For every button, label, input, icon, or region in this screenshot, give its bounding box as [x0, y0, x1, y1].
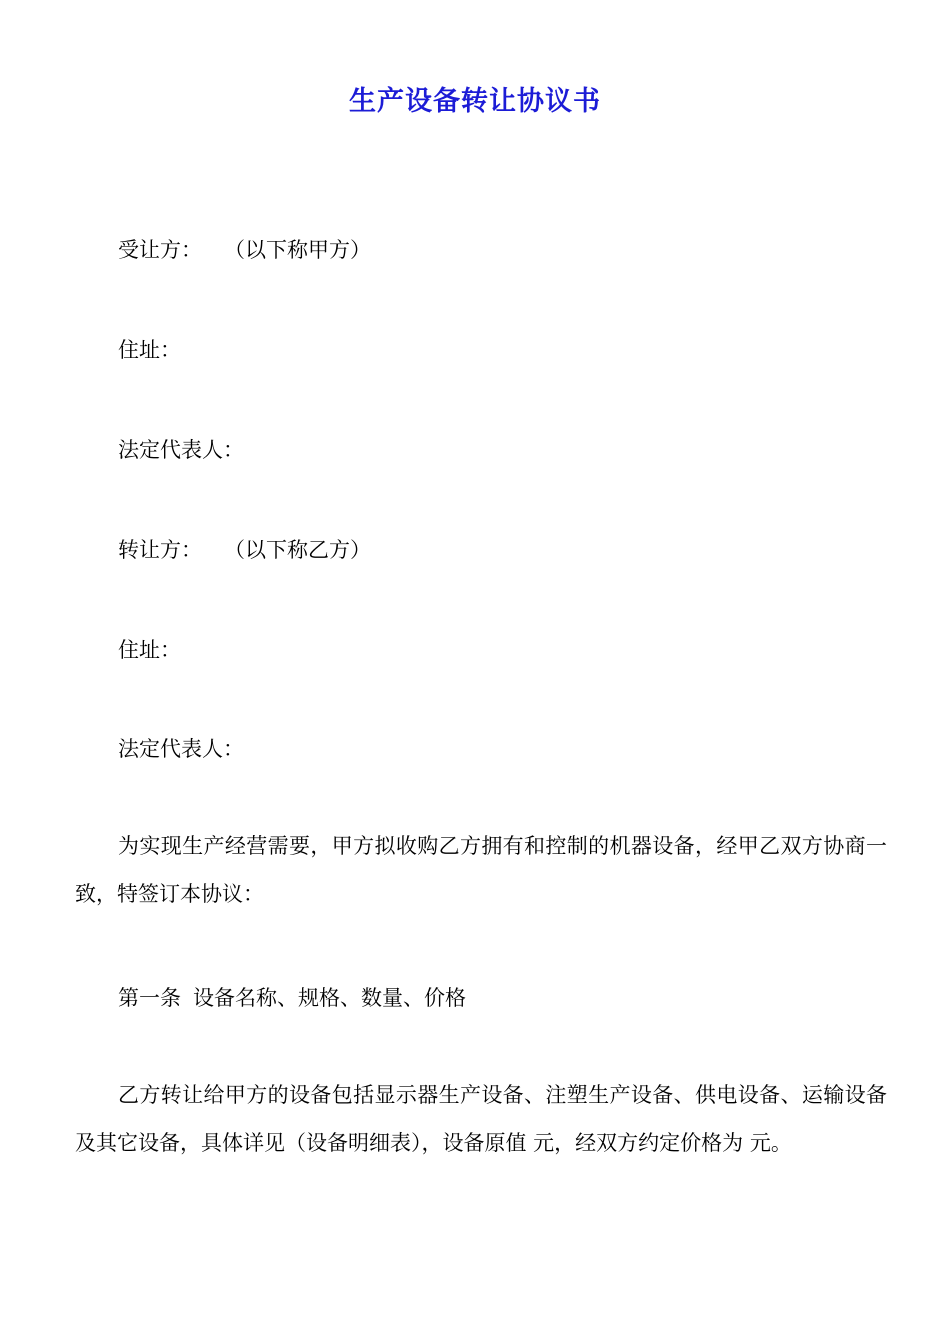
- transferee-label: 受让方：: [118, 238, 202, 262]
- transferor-address: 住址：: [118, 638, 181, 662]
- article-1-title: 设备名称、规格、数量、价格: [193, 986, 466, 1010]
- article-1-body: 乙方转让给甲方的设备包括显示器生产设备、注塑生产设备、供电设备、运输设备及其它设备，具体详见（设备明细表），设备原值 元，经双方约定价格为 元。: [75, 1083, 887, 1155]
- document-title: 生产设备转让协议书: [349, 86, 601, 117]
- article-1-heading: [118, 984, 466, 1012]
- preamble-paragraph: 为实现生产经营需要，甲方拟收购乙方拥有和控制的机器设备，经甲乙双方协商一致，特签订本协议：: [75, 834, 887, 906]
- transferee-representative: 法定代表人：: [118, 438, 244, 462]
- transferee-note: （以下称甲方）: [224, 238, 371, 262]
- article-1-number: 第一条: [118, 986, 181, 1010]
- transferee-address: 住址：: [118, 338, 181, 362]
- transferee-line: [118, 236, 371, 264]
- transferor-label: 转让方：: [118, 538, 202, 562]
- transferor-note: （以下称乙方）: [224, 538, 371, 562]
- transferor-representative: 法定代表人：: [118, 737, 244, 761]
- transferor-line: [118, 536, 371, 564]
